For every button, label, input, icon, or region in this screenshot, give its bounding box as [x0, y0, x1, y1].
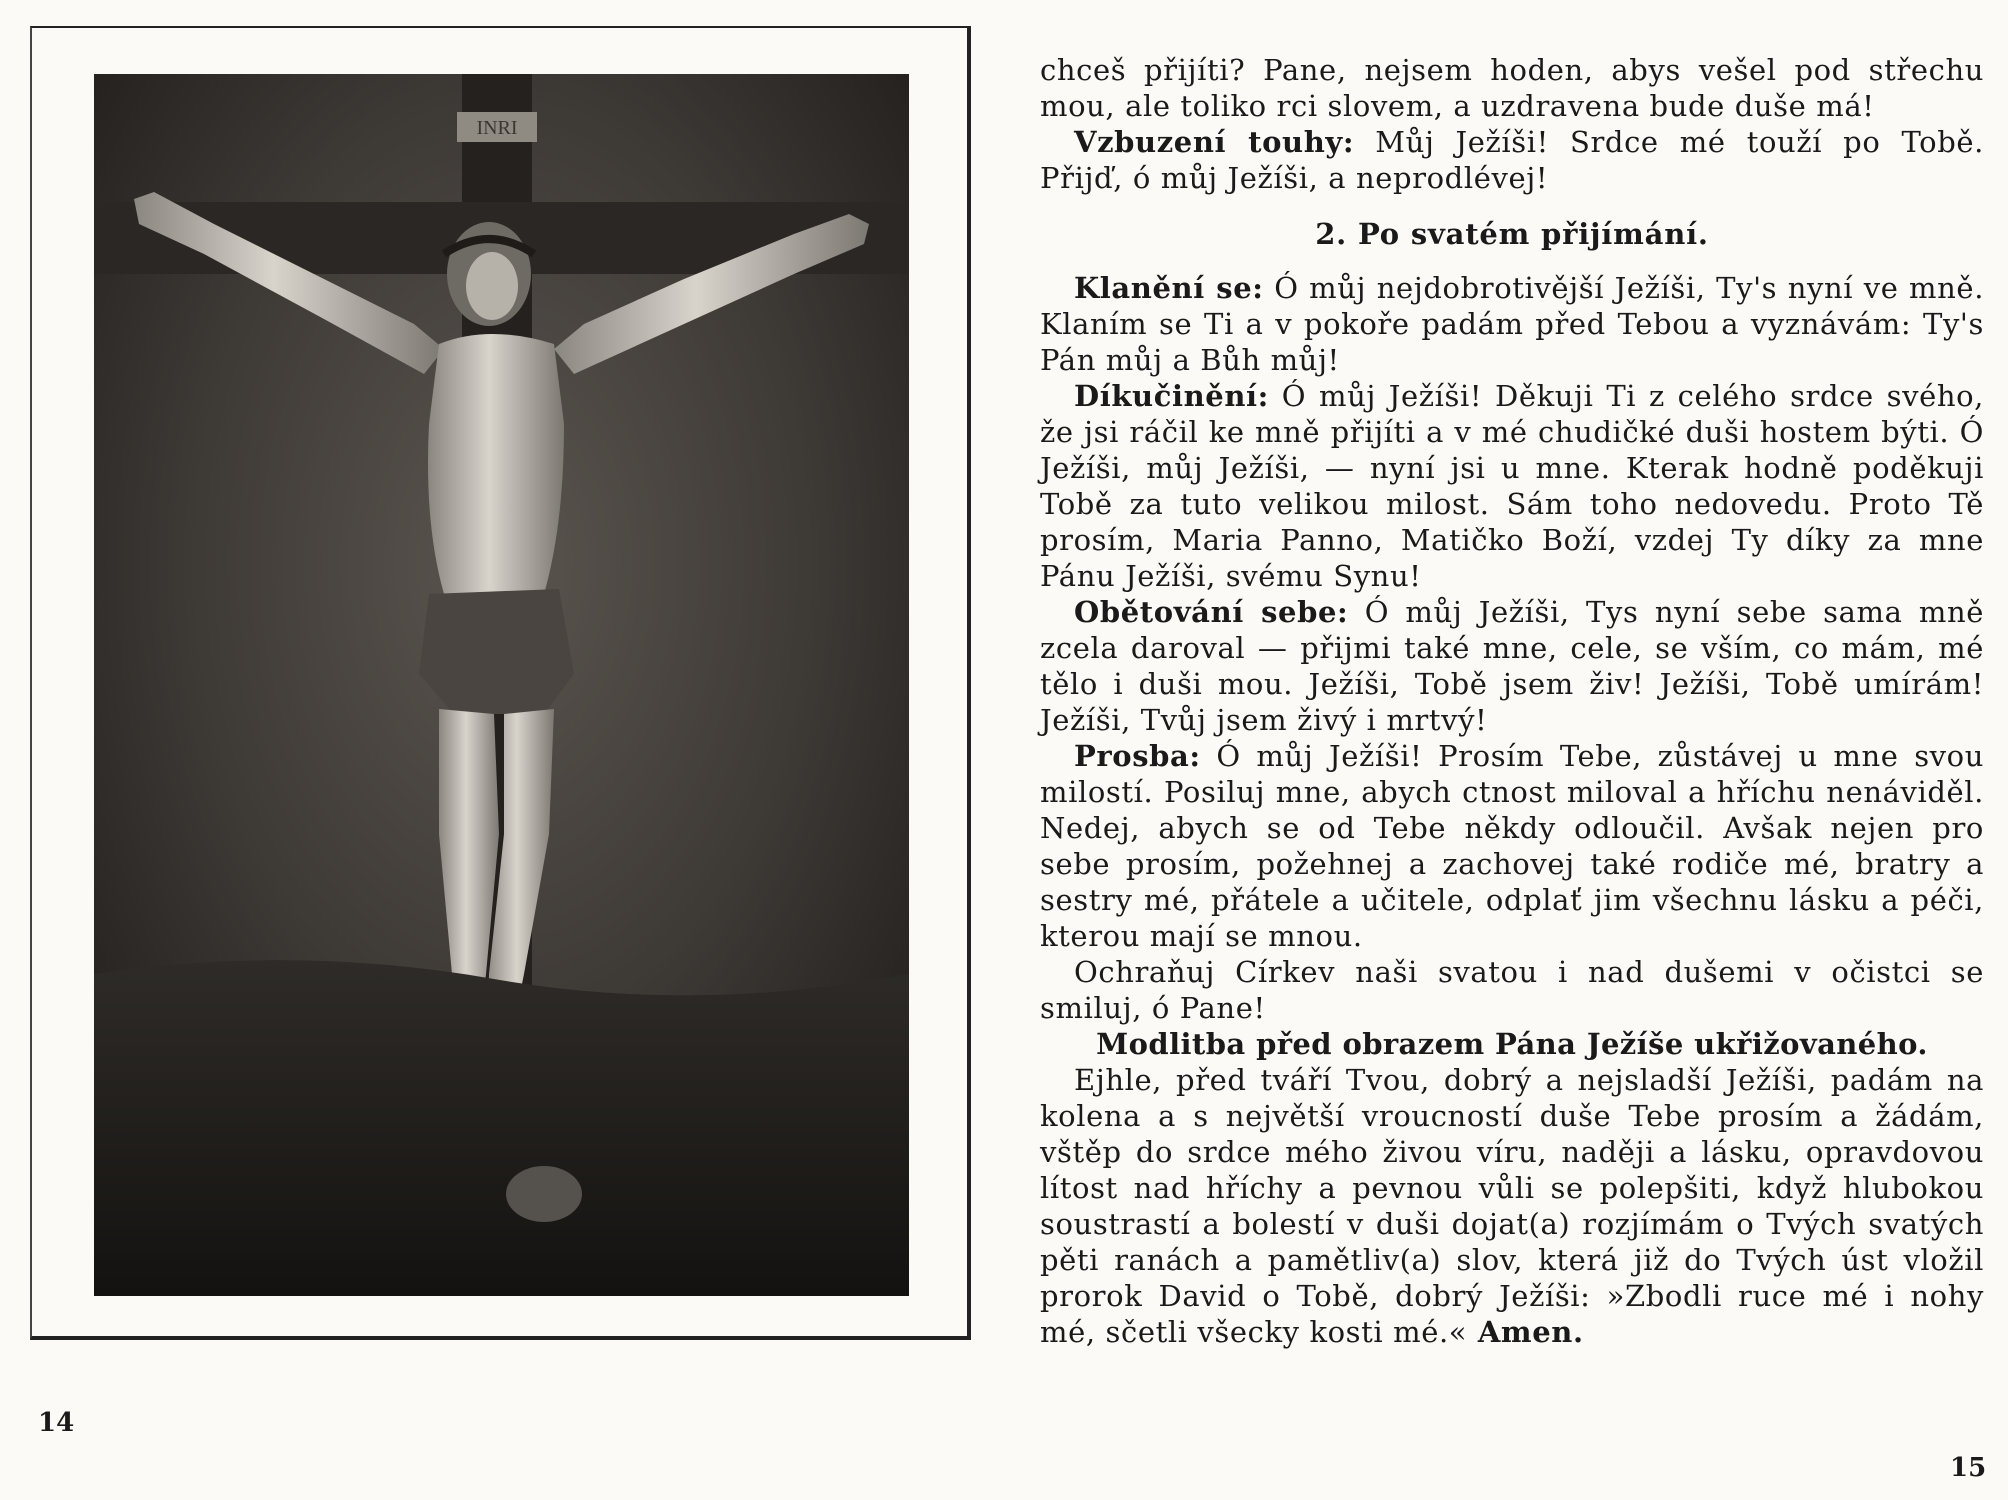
amen: Amen. — [1467, 1315, 1584, 1349]
crucifix-image — [94, 74, 909, 1296]
golgotha-ground — [94, 960, 909, 1296]
paragraph-vzbuzeni-touhy — [1040, 124, 1984, 196]
paragraph-prosba — [1040, 738, 1984, 954]
paragraph-ejhle — [1040, 1062, 1984, 1350]
page-number-right: 15 — [1950, 1453, 1987, 1483]
face — [466, 252, 518, 320]
lead-prosba: Prosba: — [1074, 739, 1201, 773]
body-obetovani: Ó můj Ježíši, Tys nyní sebe sama mně zcela daroval — přijmi také mne, cele, se vším, co mám, mé tělo i duši mou. Ježíši, Tobě jsem živ! Ježíši, Tobě umírám! Ježíši, Tvůj jsem živý i mrtvý! — [1040, 595, 1984, 737]
body-klaneni: Ó můj nejdobrotivější Ježíši, Ty's nyní ve mně. Klaním se Ti a v pokoře padám před Tebou a vyznávám: Ty's Pán můj a Bůh můj! — [1040, 271, 1985, 377]
paragraph-obetovani — [1040, 594, 1984, 738]
lead-klaneni: Klanění se: — [1074, 271, 1264, 305]
paragraph-dikucineni — [1040, 378, 1984, 594]
image-plate-frame — [30, 26, 971, 1340]
skull — [506, 1166, 582, 1222]
body-prosba: Ó můj Ježíši! Prosím Tebe, zůstávej u mne svou milostí. Posiluj mne, abych ctnost miloval a hříchu nenáviděl. Nedej, abych se od Tebe někdy odloučil. Avšak nejen pro sebe prosím, požehnej a zachovej také rodiče mé, bratry a sestry mé, přátele a učitele, odplať jim všechnu lásku a péči, kterou mají se mnou. — [1040, 739, 1984, 953]
lead-vzbuzeni-touhy: Vzbuzení touhy: — [1074, 125, 1355, 159]
section-heading: 2. Po svatém přijímání. — [1315, 217, 1709, 251]
crucifix-photograph — [94, 74, 909, 1296]
right-page-text — [1040, 52, 1984, 1350]
paragraph-ochranuj: Ochraňuj Církev naši svatou i nad dušemi v očistci se smiluj, ó Pane! — [1040, 955, 1984, 1025]
torso — [428, 334, 564, 594]
paragraph-klaneni — [1040, 270, 1984, 378]
body-dikucineni: Ó můj Ježíši! Děkuji Ti z celého srdce svého, že jsi ráčil ke mně přijíti a v mé chudičké duši hostem býti. Ó Ježíši, můj Ježíši, — nyní jsi u mne. Kterak hodně poděkuji Tobě za tuto velikou milost. Sám toho nedovedu. Proto Tě prosím, Maria Panno, Matičko Boží, vzdej Ty díky za mne Pánu Ježíši, svému Synu! — [1040, 379, 1984, 593]
prayer-heading: Modlitba před obrazem Pána Ježíše ukřižovaného. — [1096, 1027, 1928, 1061]
page-number-left: 14 — [38, 1408, 75, 1438]
body-vzbuzeni-touhy: Můj Ježíši! Srdce mé touží po Tobě. Přijď, ó můj Ježíši, a neprodlévej! — [1040, 125, 1984, 195]
loincloth — [419, 589, 574, 714]
lead-dikucineni: Díkučinění: — [1074, 379, 1269, 413]
inri-text: INRI — [476, 117, 518, 139]
lead-obetovani: Obětování sebe: — [1074, 595, 1349, 629]
paragraph-intro: chceš přijíti? Pane, nejsem hoden, abys vešel pod střechu mou, ale toliko rci slovem, a uzdravena bude duše má! — [1040, 53, 1984, 123]
body-ejhle: Ejhle, před tváří Tvou, dobrý a nejsladší Ježíši, padám na kolena a s největší vroucností duše Tebe prosím a žádám, vštěp do srdce mého živou víru, naději a lásku, opravdovou lítost nad hříchy a pevnou vůli se polepšiti, když hlubokou soustrastí a bolestí v duši dojat(a) rozjímám o Tvých svatých pěti ranách a pamětliv(a) slov, která již do Tvých úst vložil prorok David o Tobě, dobrý Ježíši: »Zbodli ruce mé i nohy mé, sčetli všecky kosti mé.« — [1040, 1063, 1984, 1349]
